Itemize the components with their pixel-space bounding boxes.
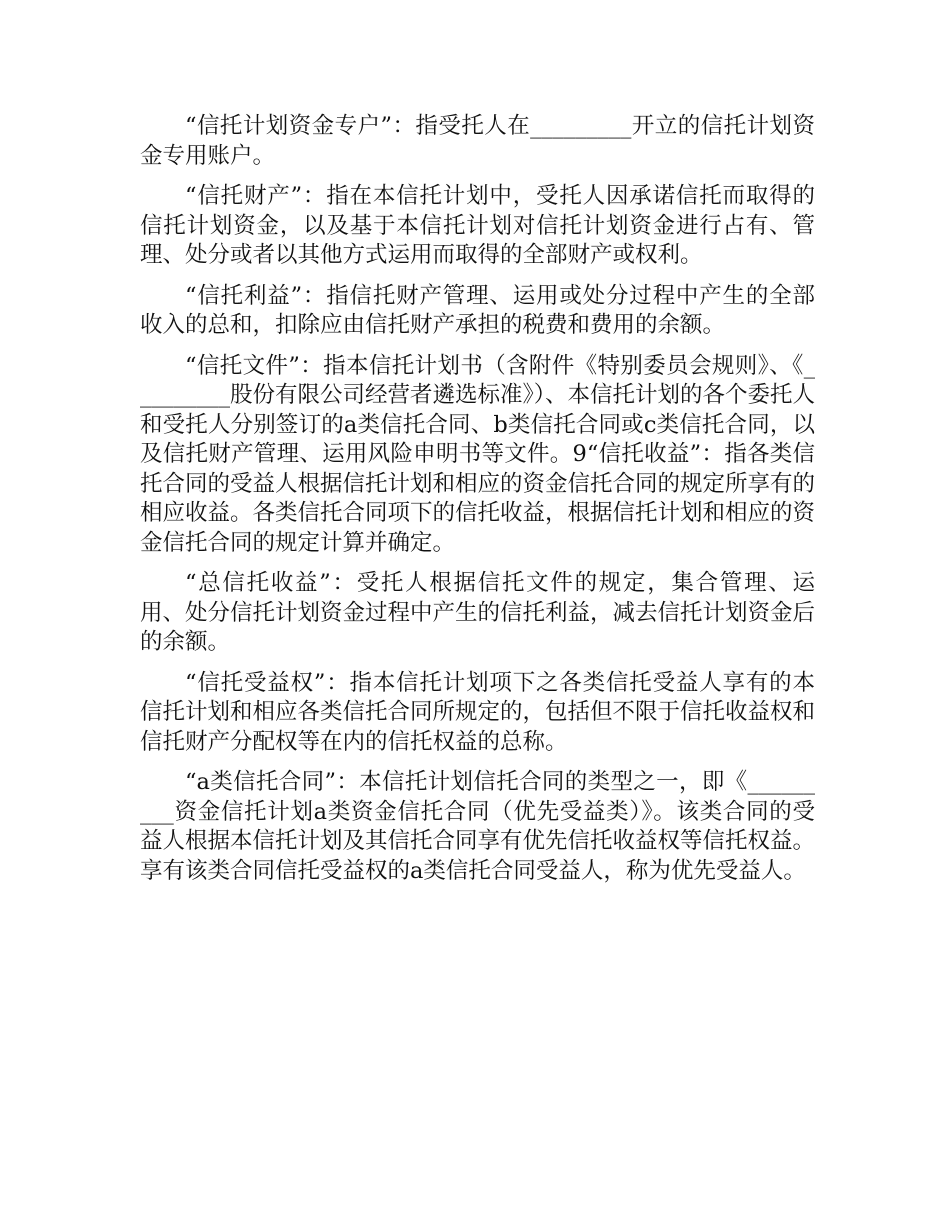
paragraph-trust-benefit: “信托利益”：指信托财产管理、运用或处分过程中产生的全部收入的总和，扣除应由信托财产承担的税费和费用的余额。	[140, 282, 815, 338]
paragraph-class-a-contract: “a类信托合同”：本信托计划信托合同的类型之一，即《_________资金信托计划a类资金信托合同（优先受益类）》。该类合同的受益人根据本信托计划及其信托合同享有优先信托收益权等信托权益。享有该类合同信托受益权的a类信托合同受益人，称为优先受益人。	[140, 769, 816, 884]
paragraph-trust-property: “信托财产”：指在本信托计划中，受托人因承诺信托而取得的信托计划资金，以及基于本信托计划对信托计划资金进行占有、管理、处分或者以其他方式运用而取得的全部财产或权利。	[140, 183, 815, 268]
paragraph-total-trust-income: “总信托收益”：受托人根据信托文件的规定，集合管理、运用、处分信托计划资金过程中产生的信托利益，减去信托计划资金后的余额。	[140, 570, 816, 655]
document-page	[140, 112, 815, 897]
paragraph-trust-beneficial-right: “信托受益权”：指本信托计划项下之各类信托受益人享有的本信托计划和相应各类信托合同所规定的，包括但不限于信托收益权和信托财产分配权等在内的信托权益的总称。	[140, 669, 816, 755]
paragraph-trust-documents: “信托文件”：指本信托计划书（含附件《特别委员会规则》、《_________股份有限公司经营者遴选标准》）、本信托计划的各个委托人和受托人分别签订的a类信托合同、b类信托合同或c类信托合同，以及信托财产管理、运用风险申明书等文件。9“信托收益”：指各类信托合同的受益人根据信托计划和相应的资金信托合同的规定所享有的相应收益。各类信托合同项下的信托收益，根据信托计划和相应的资金信托合同的规定计算并确定。	[140, 352, 816, 556]
paragraph-trust-account: “信托计划资金专户”：指受托人在_________开立的信托计划资金专用账户。	[140, 113, 815, 169]
